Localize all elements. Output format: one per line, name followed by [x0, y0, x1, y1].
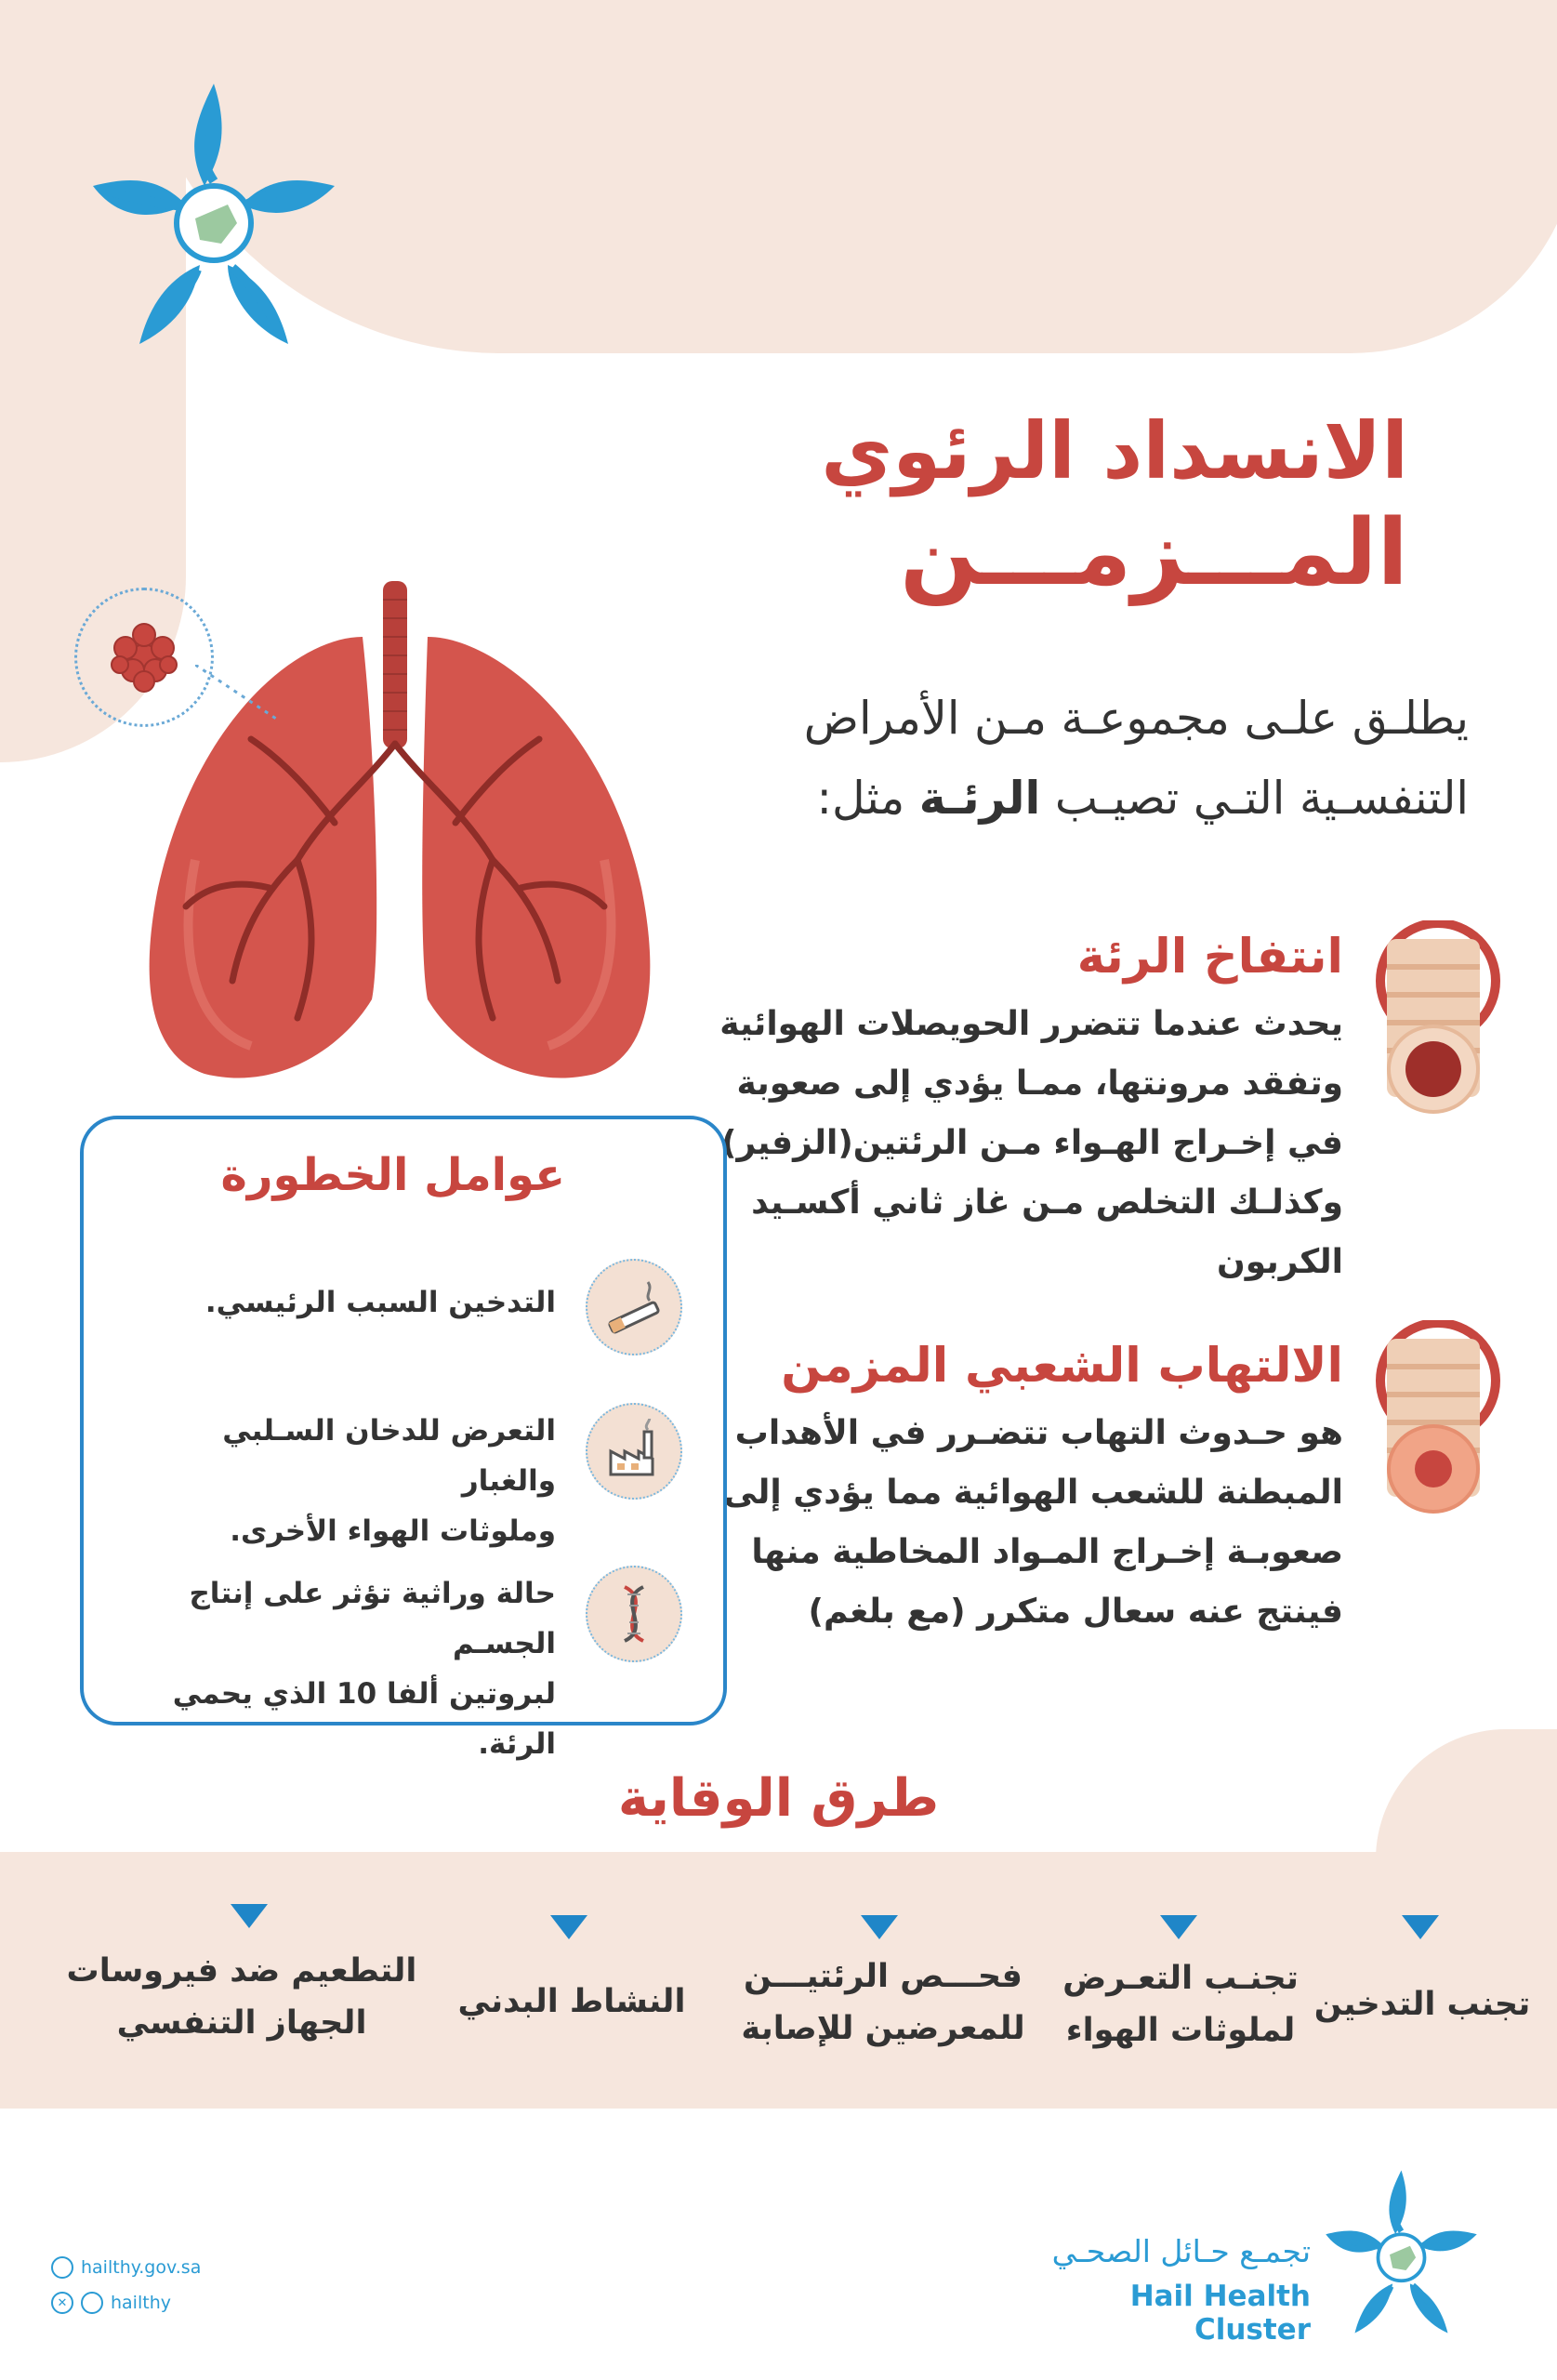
hail-cluster-logo-small [1301, 2159, 1501, 2345]
prevention-item-avoid-smoking: تجنب التدخين [1313, 1986, 1531, 2023]
chevron-down-icon [231, 1904, 268, 1928]
website-link[interactable]: hailthy.gov.sa [81, 2257, 202, 2278]
intro-line-2: التنفسـية التـي تصيـب الرئـة مثل: [816, 772, 1469, 825]
title-line-1: الانسداد الرئوي [821, 405, 1408, 496]
prevention-item-avoid-pollution: تجنـب التعـرض لملوثات الهواء [1062, 1960, 1299, 2049]
intro-text [539, 679, 1469, 839]
airway-icon-bronchitis [1359, 1320, 1508, 1525]
chevron-down-icon [1402, 1915, 1439, 1939]
footer-social [51, 2252, 201, 2319]
alveoli-connector-line [195, 665, 279, 730]
org-name-arabic: تجمـع حـائل الصحـي [1051, 2233, 1311, 2269]
condition-title: انتفاخ الرئة [1076, 930, 1343, 985]
lungs-illustration [139, 581, 669, 1083]
snapchat-icon[interactable] [81, 2292, 103, 2314]
risk-factor-item: حالة وراثية تؤثر على إنتاج الجسـم لبروتين ألفا 10 الذي يحمي الرئة. [172, 1577, 556, 1761]
x-icon[interactable]: ✕ [51, 2292, 73, 2314]
org-name-english: Hail Health Cluster [1129, 2280, 1311, 2347]
hail-cluster-logo [56, 65, 372, 363]
prevention-item-lung-screening: فحـــص الرئتيـــن للمعرضين للإصابة [741, 1958, 1025, 2047]
factory-icon [586, 1403, 682, 1500]
dna-icon [586, 1566, 682, 1662]
condition-title: الالتهاب الشعبي المزمن [781, 1339, 1343, 1394]
chevron-down-icon [1160, 1915, 1197, 1939]
airway-icon-emphysema [1359, 920, 1508, 1125]
prevention-item-vaccination: التطعيم ضد فيروسات الجهاز التنفسي [66, 1952, 417, 2042]
risk-factors-box [80, 1116, 727, 1761]
social-handle[interactable]: hailthy [111, 2293, 171, 2313]
intro-line-1: يطلـق علـى مجموعـة مـن الأمراض [803, 692, 1469, 745]
title-line-2: المـــزمـــن [900, 500, 1408, 606]
page-title [665, 400, 1408, 604]
condition-description: هو حـدوث التهاب تتضـرر في الأهداب المبطنة للشعب الهوائية مما يؤدي إلى صعوبـة إخـراج المـواد المخاطية منها فينتج عنه سعال متكرر (مع بلغم) [723, 1414, 1343, 1631]
risk-factors-title: عوامل الخطورة [220, 1149, 565, 1201]
risk-factor-item: التدخين السبب الرئيسي. [205, 1286, 556, 1319]
globe-icon [51, 2256, 73, 2279]
cigarette-icon [586, 1259, 682, 1355]
condition-description: يحدث عندما تتضرر الحويصلات الهوائية وتفقد مرونتها، ممـا يؤدي إلى صعوبة في إخـراج الهـواء مـن الرئتين(الزفير) وكذلـك التخلص مـن غاز ثاني أكسـيد الكربون [719, 1005, 1343, 1281]
chevron-down-icon [861, 1915, 898, 1939]
prevention-title: طرق الوقاية [617, 1768, 940, 1829]
chevron-down-icon [550, 1915, 587, 1939]
alveoli-zoom-icon [74, 588, 214, 727]
prevention-item-physical-activity: النشاط البدني [457, 1983, 686, 2020]
risk-factor-item: التعرض للدخان السـلبي والغبار وملوثات الهواء الأخرى. [222, 1414, 556, 1548]
